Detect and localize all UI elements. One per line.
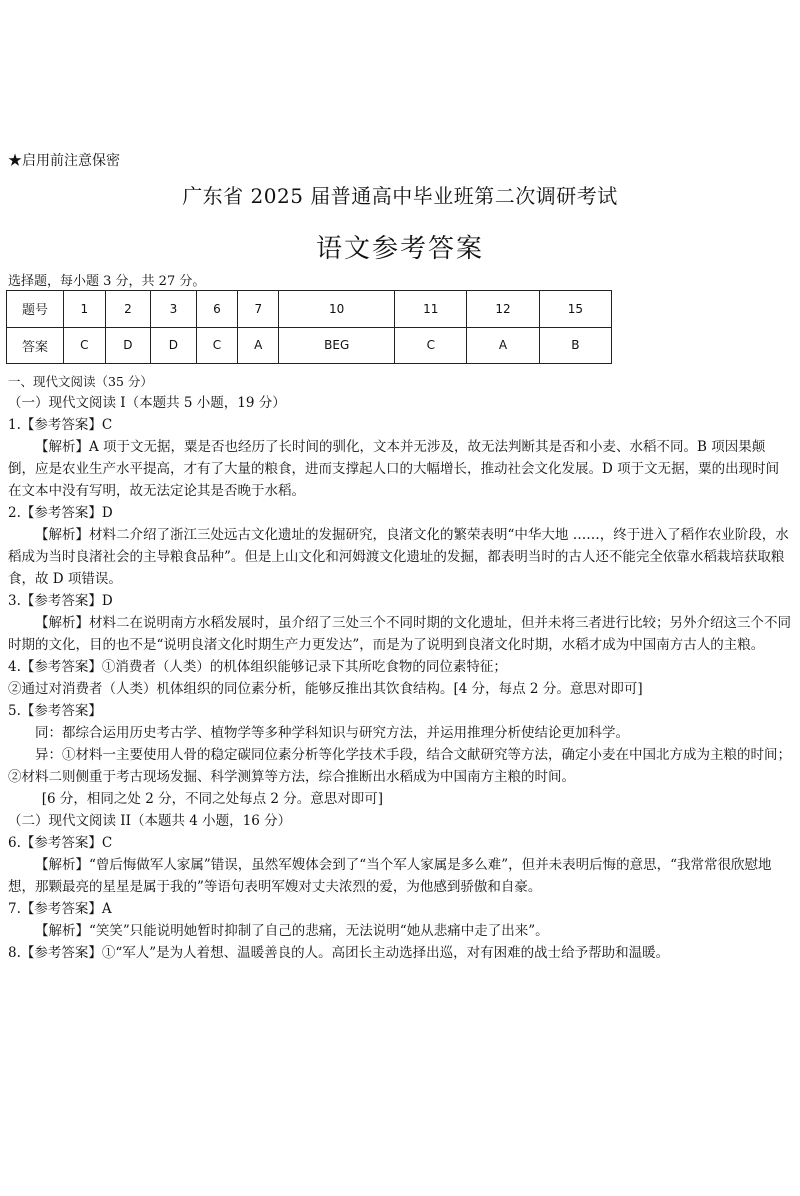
- question-number: 3: [151, 291, 196, 328]
- answer-cell: BEG: [279, 327, 395, 364]
- q5-difference: 异：①材料一主要使用人骨的稳定碳同位素分析等化学技术手段，结合文献研究等方法，确定小麦在中国北方成为主粮的时间；②材料二则侧重于考古现场发掘、科学测算等方法，综合推断出水稻成为中国南方主粮的时间。: [8, 747, 791, 786]
- confidential-note: ★启用前注意保密: [8, 153, 120, 169]
- question-number: 6: [196, 291, 238, 328]
- answer-cell: C: [395, 327, 467, 364]
- answer-header: 答案: [7, 327, 64, 364]
- answer-cell: D: [151, 327, 196, 364]
- q5-answer: 5.【参考答案】: [8, 703, 102, 720]
- q1-answer: 1.【参考答案】C: [8, 417, 113, 434]
- q1-explanation: 【解析】A 项于文无据，粟是否也经历了长时间的驯化，文本并无涉及，故无法判断其是否和小麦、水稻不同。B 项因果颠倒，应是农业生产水平提高，才有了大量的粮食，进而支撑起人口的大幅增长，推动社会文化发展。D 项于文无据，粟的出现时间在文本中没有写明，故无法定论其是否晚于水稻。: [8, 439, 780, 500]
- answer-cell: C: [196, 327, 238, 364]
- answer-row: [7, 327, 612, 364]
- question-number-row: [7, 291, 612, 328]
- subsection-heading: （一）现代文阅读 I（本题共 5 小题，19 分）: [8, 395, 286, 412]
- q8-answer: 8.【参考答案】①“军人”是为人着想、温暖善良的人。高团长主动选择出巡，对有困难的战士给予帮助和温暖。: [8, 945, 670, 962]
- question-number: 15: [539, 291, 611, 328]
- q5-scoring: [6 分，相同之处 2 分，不同之处每点 2 分。意思对即可]: [41, 791, 384, 808]
- section-heading: 一、现代文阅读（35 分）: [8, 374, 153, 389]
- q6-explanation: 【解析】“曾后悔做军人家属”错误，虽然军嫂体会到了“当个军人家属是多么难”，但并未表明后悔的意思，“我常常很欣慰地想，那颗最亮的星星是属于我的”等语句表明军嫂对丈夫浓烈的爱，为他感到骄傲和自豪。: [8, 857, 772, 896]
- q6-answer: 6.【参考答案】C: [8, 835, 113, 852]
- answer-cell: C: [64, 327, 106, 364]
- question-number: 1: [64, 291, 106, 328]
- q2-explanation: 【解析】材料二介绍了浙江三处远古文化遗址的发掘研究，良渚文化的繁荣表明“中华大地 ……，终于进入了稻作农业阶段，水稻成为当时良渚社会的主导粮食品种”。但是上山文化和河姆渡文化遗址的发掘，都表明当时的古人还不能完全依靠水稻栽培获取粮食，故 D 项错误。: [8, 527, 789, 588]
- q3-explanation: 【解析】材料二在说明南方水稻发展时，虽介绍了三处三个不同时期的文化遗址，但并未将三者进行比较；另外介绍这三个不同时期的文化，目的也不是“说明良渚文化时期生产力更发达”，而是为了说明到良渚文化时期，水稻才成为中国南方古人的主粮。: [8, 615, 791, 654]
- answer-content: [8, 372, 792, 964]
- question-number: 11: [395, 291, 467, 328]
- question-number: 12: [467, 291, 539, 328]
- question-number: 7: [238, 291, 279, 328]
- q7-explanation: 【解析】“笑笑”只能说明她暂时抑制了自己的悲痛，无法说明“她从悲痛中走了出来”。: [35, 923, 549, 940]
- question-number: 10: [279, 291, 395, 328]
- answer-cell: D: [105, 327, 150, 364]
- answer-cell: A: [467, 327, 539, 364]
- exam-title: 广东省 2025 届普通高中毕业班第二次调研考试: [182, 184, 618, 208]
- question-number-header: 题号: [7, 291, 64, 328]
- q5-similarity: 同：都综合运用历史考古学、植物学等多种学科知识与研究方法，并运用推理分析使结论更加科学。: [35, 725, 629, 742]
- answer-cell: A: [238, 327, 279, 364]
- page-title: 语文参考答案: [315, 234, 484, 264]
- question-number: 2: [105, 291, 150, 328]
- q2-answer: 2.【参考答案】D: [8, 505, 113, 522]
- q4-answer-point-2: ②通过对消费者（人类）机体组织的同位素分析，能够反推出其饮食结构。[4 分，每点 2 分。意思对即可]: [8, 681, 643, 698]
- answer-table: [6, 290, 612, 364]
- q4-answer: 4.【参考答案】①消费者（人类）的机体组织能够记录下其所吃食物的同位素特征；: [8, 659, 507, 676]
- choice-intro: 选择题，每小题 3 分，共 27 分。: [8, 274, 206, 289]
- answer-cell: B: [539, 327, 611, 364]
- q3-answer: 3.【参考答案】D: [8, 593, 113, 610]
- q7-answer: 7.【参考答案】A: [8, 901, 112, 918]
- subsection-heading: （二）现代文阅读 II（本题共 4 小题，16 分）: [8, 813, 292, 830]
